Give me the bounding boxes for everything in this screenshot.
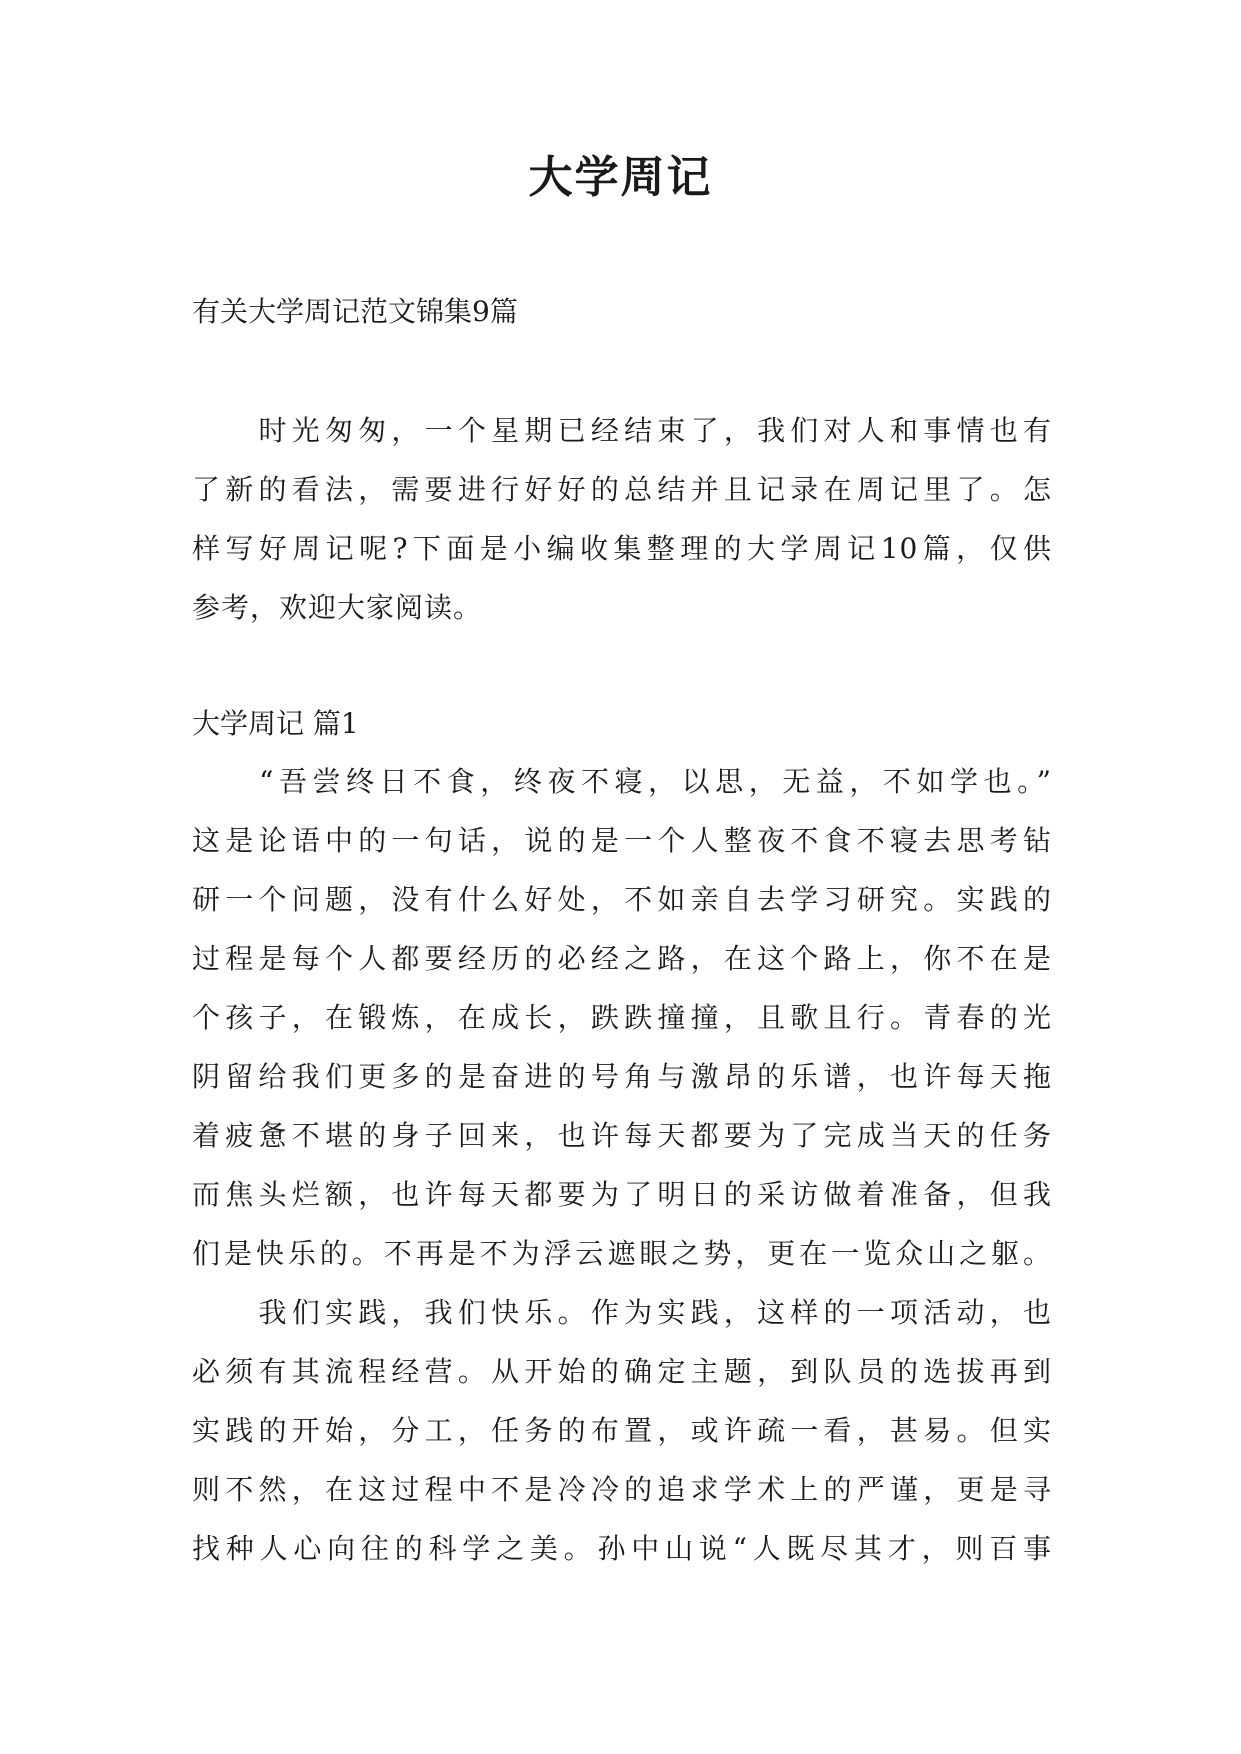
section-heading: 大学周记 篇1: [192, 707, 359, 740]
body-line: 我们实践，我们快乐。作为实践，这样的一项活动，也: [192, 1296, 1052, 1329]
body-line: 阴留给我们更多的是奋进的号角与激昂的乐谱，也许每天拖: [192, 1060, 1052, 1093]
document-title: 大学周记: [528, 152, 713, 203]
intro-paragraph: [192, 401, 1052, 637]
body-line: 实践的开始，分工，任务的布置，或许疏一看，甚易。但实: [192, 1414, 1052, 1447]
body-line: 找种人心向往的科学之美。孙中山说“人既尽其才，则百事: [192, 1532, 1052, 1565]
body-line: “吾尝终日不食，终夜不寝，以思，无益，不如学也。”: [192, 765, 1052, 798]
body-line: 着疲惫不堪的身子回来，也许每天都要为了完成当天的任务: [192, 1119, 1052, 1152]
body-line: 过程是每个人都要经历的必经之路，在这个路上，你不在是: [192, 942, 1052, 975]
body-paragraph-2: [192, 1283, 1052, 1578]
body-line: 个孩子，在锻炼，在成长，跌跌撞撞，且歌且行。青春的光: [192, 1001, 1052, 1034]
body-line: 研一个问题，没有什么好处，不如亲自去学习研究。实践的: [192, 883, 1052, 916]
body-line: 们是快乐的。不再是不为浮云遮眼之势，更在一览众山之躯。: [192, 1237, 1052, 1270]
intro-line: 时光匆匆，一个星期已经结束了，我们对人和事情也有: [192, 414, 1052, 447]
body-line: 必须有其流程经营。从开始的确定主题，到队员的选拔再到: [192, 1355, 1052, 1388]
intro-line: 了新的看法，需要进行好好的总结并且记录在周记里了。怎: [192, 473, 1052, 506]
body-line: 则不然，在这过程中不是冷冷的追求学术上的严谨，更是寻: [192, 1473, 1052, 1506]
intro-line: 样写好周记呢?下面是小编收集整理的大学周记10篇，仅供: [192, 532, 1052, 565]
body-line: 这是论语中的一句话，说的是一个人整夜不食不寝去思考钻: [192, 824, 1052, 857]
document-subtitle: 有关大学周记范文锦集9篇: [192, 295, 518, 328]
body-paragraph-1: [192, 752, 1052, 1283]
body-line: 而焦头烂额，也许每天都要为了明日的采访做着准备，但我: [192, 1178, 1052, 1211]
intro-line: 参考，欢迎大家阅读。: [192, 591, 483, 624]
